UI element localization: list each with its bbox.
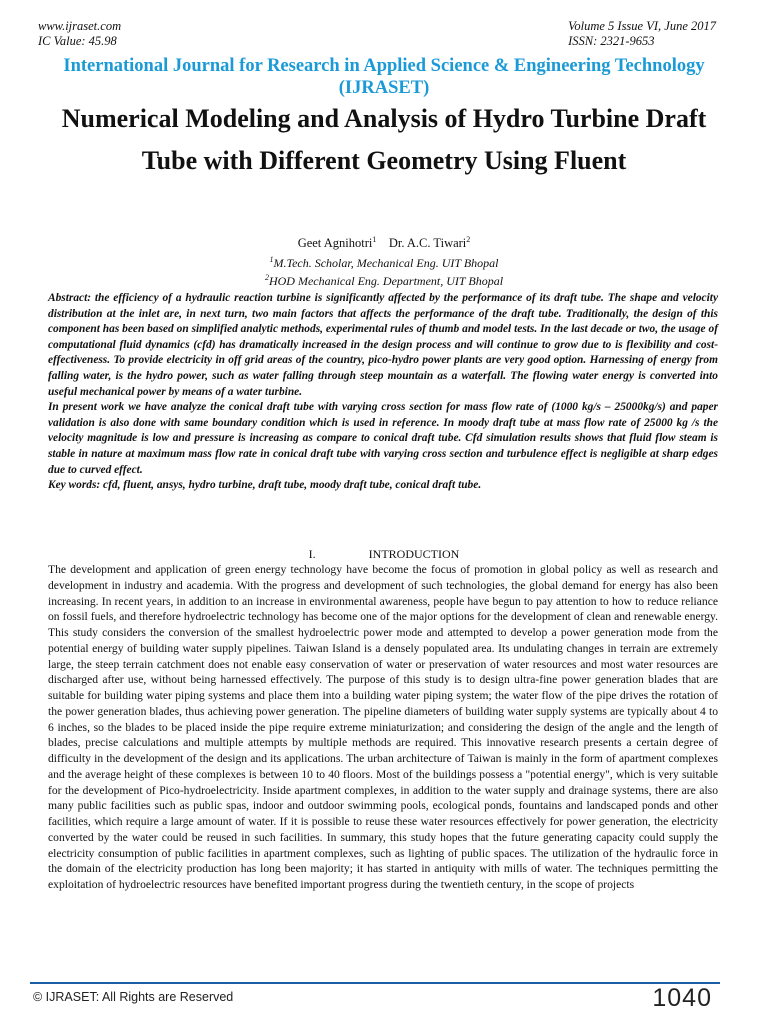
author-1-sup: 1	[372, 234, 377, 244]
keywords: Key words: cfd, fluent, ansys, hydro turbine, draft tube, moody draft tube, conical draft tube.	[48, 479, 482, 492]
volume-issue: Volume 5 Issue VI, June 2017	[568, 19, 716, 33]
affiliation-1-text: M.Tech. Scholar, Mechanical Eng. UIT Bhopal	[273, 256, 499, 270]
footer-rule	[30, 982, 720, 984]
abstract-paragraph-2: In present work we have analyze the conical draft tube with varying cross section for mass flow rate of (1000 kg/s – 25000kg/s) and paper validation is also done with same boundary condition which is used in reference. In moody draft tube at mass flow rate of 25000 kg /s the velocity magnitude is low and pressure is increasing as compare to conical draft tube. Cfd simulation results shows that fluid flow steam is stable in nature at maximum mass flow rate in conical draft tube with varying cross section and turbulence effect is negligible at sharp edges due to curved effect.	[48, 401, 718, 476]
header-right	[568, 19, 716, 49]
section-title: INTRODUCTION	[368, 547, 460, 561]
author-2-sup: 2	[466, 234, 471, 244]
affiliation-2	[0, 273, 768, 289]
abstract-paragraph-1: Abstract: the efficiency of a hydraulic reaction turbine is significantly affected by the performance of its draft tube. The shape and velocity distribution at the inlet are, in next turn, two main factors that affects the performance of the draft tube. Traditionally, the design of this component has been based on simplified analytic methods, experimental rules of thumb and model tests. In the last decade or two, the usage of computational fluid dynamics (cfd) has dramatically increased in the design process and will continue to grow due to is flexibility and cost-effectiveness. To provide electricity in off grid areas of the country, pico-hydro power plants are very good option. Harnessing of energy from falling water, is the hydro power, such as water falling through steep mountain as a waterfall. The flowing water energy is converted into useful mechanical power by means of a water turbine.	[48, 292, 718, 398]
section-number: I.	[308, 547, 316, 561]
paper-title: Numerical Modeling and Analysis of Hydro Turbine Draft Tube with Different Geometry Using Fluent	[61, 104, 707, 175]
affiliation-1-sup: 1	[269, 255, 274, 264]
ic-value: IC Value: 45.98	[38, 34, 117, 48]
authors	[0, 235, 768, 251]
affiliation-2-text: HOD Mechanical Eng. Department, UIT Bhopal	[268, 274, 504, 288]
abstract	[48, 291, 718, 494]
website-url[interactable]: www.ijraset.com	[38, 19, 122, 33]
affiliation-1	[0, 255, 768, 271]
introduction-text: The development and application of green energy technology have become the focus of promotion in global policy as well as research and development in industry and academia. With the progress and development of such technologies, the global demand for energy has also been increasing. In recent years, in addition to an increase in environmental awareness, people have begun to pay attention to how to reduce reliance on fossil fuels, and therefore hydroelectric technology has become one of the major options for the development of clean and renewable energy. This study considers the conversion of the smallest hydroelectric power mode and attempted to develop a power generation mode from the potential energy of building water supply pipelines. Taiwan Island is a densely populated area. Its undulating changes in terrain are extremely large, the steep terrain catchment does not enable easy conservation of water or preservation of water resources and most water resources are discharged after use, without being harnessed effectively. The purpose of this study is to design ultra-fine power generation blades that are suitable for building water piping systems and place them into a building water piping system; the water flow of the pipe drives the rotation of the power generation blades, thus achieving power generation. The pipeline diameters of building water supply systems are typically about 4 to 6 inches, so the blades to be placed inside the pipe require extreme miniaturization; and considering the design of the angle and the length of blades, precise calculations and multiple attempts by multiple methods are required. This innovative research presents a certain degree of difficulty in the development of the design and its applications. The urban architecture of Taiwan is mainly in the form of apartment complexes and the average height of these complexes is between 10 to 40 floors. Most of the buildings possess a "potential energy", which is very suitable for the development of Pico-hydroelectricity. Inside apartment complexes, in addition to the water supply and drainage systems, there are also many public facilities such as public spas, indoor and outdoor swimming pools, ecological ponds, fountains and landscaped ponds and other facilities, which require a large amount of water. If it is possible to reuse these water resources effectively for power generation, the electricity converted by the water could be reused in such facilities. In summary, this study hopes that the future generating capacity could supply the electricity consumption of public facilities in apartment complexes, such as lighting of public spaces. The utilization of the hydraulic force in the domain of the electricity production has long been majority; it has started in antiquity with mills of water. The techniques permitting the exploitation of hydroelectric resources have benefited important progress during the twentieth century, in the scope of projects	[48, 563, 718, 891]
page-number: 1040	[652, 984, 712, 1012]
journal-name: International Journal for Research in Applied Science & Engineering Technology (IJRASET)	[63, 56, 705, 98]
author-1: Geet Agnihotri	[297, 236, 373, 250]
copyright: © IJRASET: All Rights are Reserved	[33, 990, 234, 1004]
header-left	[38, 19, 121, 49]
section-heading	[0, 546, 768, 562]
issn: ISSN: 2321-9653	[568, 34, 655, 48]
author-2: Dr. A.C. Tiwari	[388, 236, 467, 250]
affiliation-2-sup: 2	[264, 273, 269, 282]
